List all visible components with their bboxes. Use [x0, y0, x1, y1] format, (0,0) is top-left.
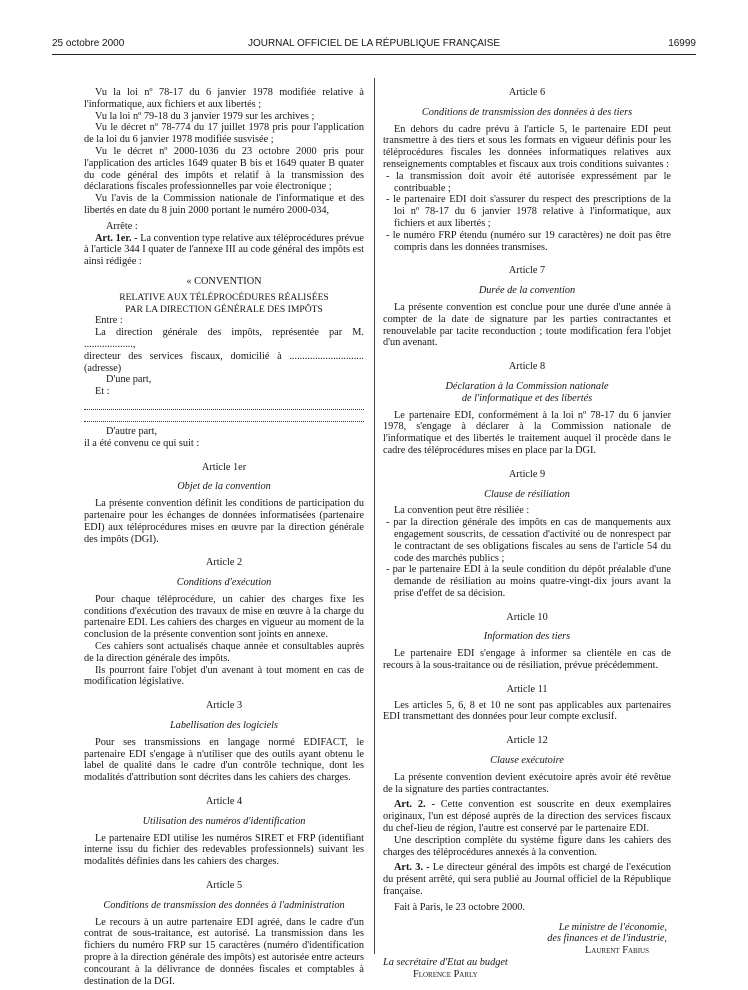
article-paragraph: Le partenaire EDI utilise les numéros SIRET et FRP (identifiant interne issu du fichier des redevables professionnels) suivant les modalités définies dans les cahiers des charges.	[84, 832, 364, 868]
list-item: - par le partenaire EDI à la seule condition du dépôt préalable d'une demande de résiliation au moins quatre-vingt-dix jours avant la prise d'effet de sa décision.	[386, 564, 671, 599]
list-item: - le numéro FRP étendu (numéro sur 19 caractères) ne doit pas être compris dans les données transmises.	[386, 229, 671, 253]
dune-part-label: D'une part,	[106, 374, 152, 386]
article-1-paragraph	[84, 233, 364, 268]
article-paragraph: En dehors du cadre prévu à l'article 5, le partenaire EDI peut transmettre à des tiers et sous les formats en vigueur définis pour les téléprocédures fiscales les données informatiques relatives aux renseignements comptables et fiscaux aux trois conditions suivantes :	[383, 123, 671, 170]
article-heading: Article 4	[205, 796, 243, 808]
signatory-title: des finances et de l'industrie,	[547, 933, 667, 945]
article-heading: Article 1er	[201, 461, 247, 473]
convenu-label: il a été convenu ce qui suit :	[84, 437, 200, 449]
article-heading: Article 5	[205, 880, 243, 892]
article-heading: Article 2	[205, 557, 243, 569]
article-2-label: Art. 2. -	[394, 799, 435, 811]
article-paragraph: La présente convention est conclue pour une durée d'une année à compter de la date de signature par les parties contractantes et renouvelable par tacite reconduction ; toute modification fera l'objet d'un avenant.	[383, 301, 671, 349]
article-3-label: Art. 3. -	[394, 862, 430, 874]
article-paragraph: Pour ses transmissions en langage normé EDIFACT, le partenaire EDI s'engage à n'utiliser que des outils ayant obtenu le label de qualité dans le cadre d'un contrôle technique, dont les modalités d'attribution sont décrites dans les cahiers des charges.	[84, 736, 364, 784]
article-3-paragraph	[383, 862, 671, 897]
dautre-part-label: D'autre part,	[106, 425, 158, 437]
article-paragraph: Ces cahiers sont actualisés chaque année et consultables auprès de la direction générale des impôts.	[84, 641, 364, 664]
article-paragraph: Le partenaire EDI, conformément à la loi nº 78-17 du 6 janvier 1978, s'engage à déclarer à la Commission nationale de l'informatique et des libertés le traitement auquel il procède dans le cadre des téléprocédures mises en place par la DGI.	[383, 409, 671, 456]
article-title: Clause de résiliation	[484, 488, 570, 500]
article-title: Conditions de transmission des données à des tiers	[421, 106, 633, 118]
visa-paragraph: Vu la loi nº 79-18 du 3 janvier 1979 sur les archives ;	[95, 110, 315, 122]
header-date: 25 octobre 2000	[52, 38, 125, 49]
et-label: Et :	[95, 386, 110, 398]
entre-label: Entre :	[95, 315, 123, 327]
party-one-line: La direction générale des impôts, représentée par M. ...................,	[84, 327, 364, 350]
page-number: 16999	[668, 38, 696, 49]
signatory-name: Florence Parly	[413, 968, 478, 980]
list-item: - par la direction générale des impôts en cas de manquements aux engagement souscrits, de cessation d'activité ou de nonrespect par le contractant de ses obligations fiscales au sens de l'article 54 du code des marchés publics ;	[386, 517, 671, 564]
article-2-text: Cette convention est souscrite en deux exemplaires originaux, l'un est déposé auprès de la direction des services fiscaux du chef-lieu de région, l'autre est conservé par le partenaire EDI.	[383, 799, 671, 835]
article-title: de l'informatique et des libertés	[461, 392, 593, 404]
article-heading: Article 11	[506, 683, 548, 695]
party-one-line: directeur des services fiscaux, domicilié à ............................. (adresse)	[84, 350, 364, 374]
article-heading: Article 8	[508, 361, 546, 373]
article-paragraph: Le recours à un autre partenaire EDI agréé, dans le cadre d'un contrat de sous-traitance, est autorisé. La transmission dans les fichiers du numéro FRP sur 15 caractères (numéro d'identification propre à la direction générale des impôts) est autorisée entre acteurs concourant à la délivrance de données fiscales et comptables à destination de la DGI.	[84, 916, 364, 987]
visa-paragraph: Vu la loi nº 78-17 du 6 janvier 1978 modifiée relative à l'informatique, aux fichiers et aux libertés ;	[84, 87, 364, 110]
article-paragraph: Pour chaque téléprocédure, un cahier des charges fixe les conditions d'exécution des travaux de mise en œuvre à la charge du partenaire EDI. Les cahiers des charges en vigueur au moment de la conclusion de la présente convention sont joints en annexe.	[84, 593, 364, 641]
article-title: Information des tiers	[483, 631, 571, 643]
visa-paragraph: Vu le décret nº 2000-1036 du 23 octobre 2000 pris pour l'application des articles 1649 quater B bis et 1649 quater B quater du code général des impôts et relatif à la transmission des déclarations fiscales professionnelles par voie électronique ;	[84, 145, 364, 193]
article-3-text: Le directeur général des impôts est chargé de l'exécution du présent arrêté, qui sera publié au Journal officiel de la République française.	[383, 862, 672, 898]
left-column	[84, 87, 364, 987]
article-paragraph: La présente convention définit les conditions de participation du partenaire pour les échanges de données informatisées (partenaire EDI) aux téléprocédures mises en œuvre par la direction générale des impôts (DGI).	[84, 498, 364, 545]
signatory-title: La secrétaire d'Etat au budget	[383, 957, 508, 969]
article-title: Conditions d'exécution	[176, 577, 272, 589]
article-paragraph: Les articles 5, 6, 8 et 10 ne sont pas applicables aux partenaires EDI transmettant des données pour leur compte exclusif.	[383, 699, 671, 723]
article-title: Durée de la convention	[478, 285, 576, 297]
article-title: Objet de la convention	[177, 481, 271, 493]
article-1-label: Art. 1er. -	[95, 232, 138, 244]
article-title: Clause exécutoire	[490, 755, 564, 767]
blank-line	[84, 412, 364, 422]
article-paragraph: Une description complète du système figure dans les cahiers des charges des téléprocédures annexés à la convention.	[383, 834, 671, 858]
article-paragraph: Ils pourront faire l'objet d'un avenant à tout moment en cas de modification législative.	[84, 664, 364, 688]
signatory-title: Le ministre de l'économie,	[558, 921, 667, 933]
convention-title: « CONVENTION	[186, 275, 262, 287]
article-paragraph: La convention peut être résiliée :	[394, 505, 530, 517]
article-title: Labellisation des logiciels	[169, 720, 279, 732]
article-heading: Article 9	[508, 468, 546, 480]
visa-paragraph: Vu le décret nº 78-774 du 17 juillet 1978 pris pour l'application de la loi du 6 janvier 1978 modifiée susvisée ;	[84, 122, 364, 146]
convention-subtitle: RELATIVE AUX TÉLÉPROCÉDURES RÉALISÉES	[119, 291, 329, 303]
blank-line	[84, 400, 364, 410]
article-title: Déclaration à la Commission nationale	[445, 380, 609, 392]
article-heading: Article 3	[205, 700, 243, 712]
article-paragraph: La présente convention devient exécutoire après avoir été revêtue de la signature des parties contractantes.	[383, 771, 671, 795]
article-heading: Article 10	[506, 611, 548, 623]
header-title: JOURNAL OFFICIEL DE LA RÉPUBLIQUE FRANÇAISE	[247, 38, 501, 49]
article-paragraph: Le partenaire EDI s'engage à informer sa clientèle en cas de recours à la sous-traitance ou de résiliation, prévue précédemment.	[383, 648, 671, 672]
article-title: Utilisation des numéros d'identification	[142, 815, 306, 827]
article-title: Conditions de transmission des données à l'administration	[103, 899, 345, 911]
convention-subtitle: PAR LA DIRECTION GÉNÉRALE DES IMPÔTS	[125, 303, 323, 315]
signatory-name: Laurent Fabius	[585, 945, 649, 957]
article-1-text: La convention type relative aux téléprocédures prévue à l'article 344 I quater de l'annexe III au code général des impôts est ainsi rédigée :	[84, 232, 364, 268]
visa-paragraph: Vu l'avis de la Commission nationale de l'informatique et des libertés en date du 8 juin 2000 portant le numéro 2000-034,	[84, 193, 364, 216]
article-heading: Article 6	[508, 87, 546, 98]
signature-place-date: Fait à Paris, le 23 octobre 2000.	[394, 901, 525, 913]
right-column	[383, 87, 671, 981]
arrete-label: Arrête :	[106, 220, 138, 232]
article-2-paragraph	[383, 799, 671, 834]
list-item: - le partenaire EDI doit s'assurer du respect des prescriptions de la loi nº 78-17 du 6 janvier 1978 relative à l'informatique, aux fichiers et aux libertés ;	[386, 194, 671, 229]
article-heading: Article 7	[508, 265, 546, 277]
list-item: - la transmission doit avoir été autorisée expressément par le contribuable ;	[386, 170, 671, 194]
column-divider	[374, 78, 375, 954]
article-heading: Article 12	[506, 735, 548, 747]
header-rule	[52, 54, 696, 55]
